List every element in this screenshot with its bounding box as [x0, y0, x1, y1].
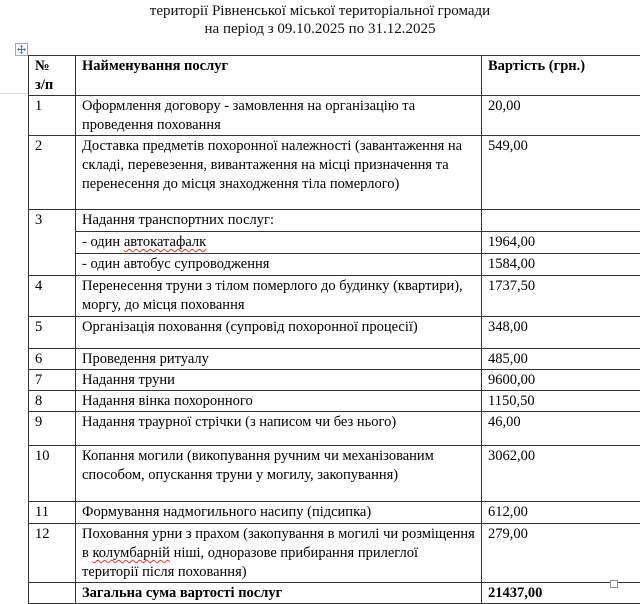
price-cell: 1150,50: [482, 391, 640, 412]
misspelled-word: колумбарній: [92, 545, 169, 561]
service-name-cell: - один автобус супроводження: [76, 254, 482, 276]
row-number-cell: 6: [29, 349, 76, 370]
service-name-cell: Проведення ритуалу: [76, 349, 482, 370]
document-title: [0, 2, 640, 38]
row-number-cell: 8: [29, 391, 76, 412]
price-cell: 1964,00: [482, 232, 640, 254]
total-row: [29, 583, 640, 604]
service-name-cell: Надання транспортних послуг:: [76, 210, 482, 232]
price-cell: 485,00: [482, 349, 640, 370]
table-row: [29, 370, 640, 391]
table-row: [29, 349, 640, 370]
column-header-number: № з/п: [29, 56, 76, 96]
price-cell: 348,00: [482, 317, 640, 349]
total-label-cell: Загальна сума вартості послуг: [76, 583, 482, 604]
column-header-price: Вартість (грн.): [482, 56, 640, 96]
total-price-cell: 21437,00: [482, 583, 640, 604]
table-subrow: [29, 232, 640, 254]
table-row: [29, 502, 640, 524]
service-name-cell: Копання могили (викопування ручним чи механізованим способом, опускання труни у могилу, закопування): [76, 446, 482, 502]
table-header-row: [29, 56, 640, 96]
table-move-handle[interactable]: [15, 43, 28, 56]
column-header-service: Найменування послуг: [76, 56, 482, 96]
price-cell: 20,00: [482, 96, 640, 136]
table-row: [29, 446, 640, 502]
service-name-cell: Надання вінка похоронного: [76, 391, 482, 412]
row-number-cell: 3: [29, 210, 76, 276]
table-row: [29, 136, 640, 210]
service-name-cell: Перенесення труни з тілом померлого до будинку (квартири), моргу, до місця поховання: [76, 276, 482, 317]
row-number-cell: 10: [29, 446, 76, 502]
move-icon: [17, 45, 26, 54]
price-cell: [482, 210, 640, 232]
price-cell: 612,00: [482, 502, 640, 524]
service-name-cell: Організація поховання (супровід похоронної процесії): [76, 317, 482, 349]
misspelled-word: автокатафалк: [124, 234, 206, 250]
row-number-cell: 4: [29, 276, 76, 317]
price-cell: 279,00: [482, 524, 640, 583]
row-number-cell: 12: [29, 524, 76, 583]
total-empty-cell: [29, 583, 76, 604]
price-cell: 3062,00: [482, 446, 640, 502]
service-name-cell: Надання труни: [76, 370, 482, 391]
price-cell: 549,00: [482, 136, 640, 210]
table-row: [29, 96, 640, 136]
service-name-cell: Оформлення договору - замовлення на організацію та проведення поховання: [76, 96, 482, 136]
service-name-cell: Поховання урни з прахом (закопування в могилі чи розміщення в колумбарній ніші, одноразове прибирання прилеглої території після поховання): [76, 524, 482, 583]
table-row: [29, 391, 640, 412]
row-number-cell: 5: [29, 317, 76, 349]
service-name-cell: Доставка предметів похоронної належності (завантаження на складі, перевезення, вивантаження на місці призначення та перенесення до місця знаходження тіла померлого): [76, 136, 482, 210]
services-price-table: [28, 55, 640, 604]
price-cell: 46,00: [482, 412, 640, 446]
price-cell: 1584,00: [482, 254, 640, 276]
table-resize-handle[interactable]: [610, 580, 618, 588]
row-number-cell: 11: [29, 502, 76, 524]
faint-gridline: [0, 93, 28, 94]
row-number-cell: 9: [29, 412, 76, 446]
table-row: [29, 524, 640, 583]
service-name-cell: Формування надмогильного насипу (підсипка): [76, 502, 482, 524]
document-title-line2: на період з 09.10.2025 по 31.12.2025: [0, 20, 640, 38]
table-row: [29, 276, 640, 317]
document-title-line1: території Рівненської міської територіальної громади: [0, 2, 640, 20]
table-row: [29, 210, 640, 232]
table-row: [29, 412, 640, 446]
price-cell: 1737,50: [482, 276, 640, 317]
table-row: [29, 317, 640, 349]
service-name-cell: - один автокатафалк: [76, 232, 482, 254]
row-number-cell: 7: [29, 370, 76, 391]
row-number-cell: 2: [29, 136, 76, 210]
price-cell: 9600,00: [482, 370, 640, 391]
service-name-cell: Надання траурної стрічки (з написом чи без нього): [76, 412, 482, 446]
row-number-cell: 1: [29, 96, 76, 136]
table-subrow: [29, 254, 640, 276]
